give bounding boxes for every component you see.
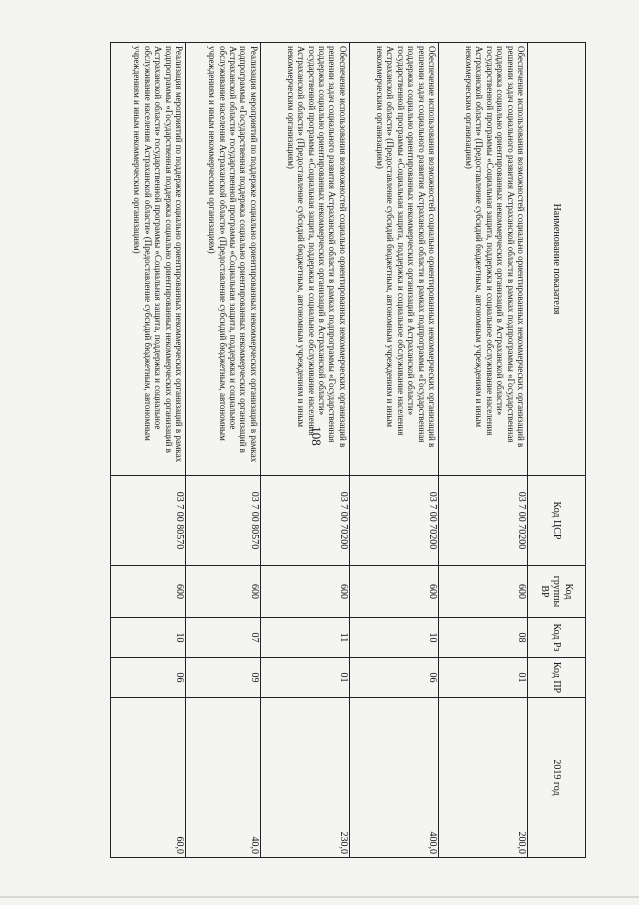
cell-amount: 40,0 <box>185 698 260 858</box>
cell-csr: 03 7 00 70200 <box>260 476 349 566</box>
cell-rz: 08 <box>438 618 527 658</box>
cell-csr: 03 7 00 80570 <box>111 476 186 566</box>
rotated-table-frame <box>110 42 586 857</box>
table-row <box>260 43 349 858</box>
cell-pr: 01 <box>438 658 527 698</box>
header-pr: Код ПР <box>528 658 586 698</box>
header-name: Наименование показателя <box>528 43 586 476</box>
cell-amount: 200,0 <box>438 698 527 858</box>
cell-name: Обеспечение использования возможностей социально ориентированных некоммерческих организаций в решении задач социального развития Астраханской области в рамках подпрограммы «Государственная поддержка социально ориентированных некоммерческих организаций в Астраханской области» государственной программы «Социальная защита, поддержка и социальное обслуживание населения Астраханской области» (Предоставление субсидий бюджетным, автономным учреждениям и иным некоммерческим организациям) <box>349 43 438 476</box>
cell-vr: 600 <box>438 566 527 618</box>
cell-pr: 06 <box>111 658 186 698</box>
table-row <box>349 43 438 858</box>
cell-pr: 01 <box>260 658 349 698</box>
cell-name: Реализация мероприятий по поддержке социально ориентированных некоммерческих организаций в рамках подпрограммы «Государственная поддержка социально ориентированных некоммерческих организаций в Астраханской области» государственной программы «Социальная защита, поддержка и социальное обслуживание населения Астраханской области» (Предоставление субсидий бюджетным, автономным учреждениям и иным некоммерческим организациям) <box>111 43 186 476</box>
page-number: 108 <box>309 426 324 446</box>
cell-csr: 03 7 00 70200 <box>349 476 438 566</box>
cell-vr: 600 <box>349 566 438 618</box>
cell-rz: 07 <box>185 618 260 658</box>
cell-amount: 230,0 <box>260 698 349 858</box>
header-rz: Код Рз <box>528 618 586 658</box>
scan-edge-divider <box>0 896 639 898</box>
cell-amount: 400,0 <box>349 698 438 858</box>
header-vr: Код группы ВР <box>528 566 586 618</box>
table-header-row <box>528 43 586 858</box>
table-row <box>111 43 186 858</box>
cell-name: Реализация мероприятий по поддержке социально ориентированных некоммерческих организаций в рамках подпрограммы «Государственная поддержка социально ориентированных некоммерческих организаций в Астраханской области» государственной программы «Социальная защита, поддержка и социальное обслуживание населения Астраханской области» (Предоставление субсидий бюджетным, автономным учреждениям и иным некоммерческим организациям) <box>185 43 260 476</box>
cell-csr: 03 7 00 80570 <box>185 476 260 566</box>
cell-csr: 03 7 00 70200 <box>438 476 527 566</box>
header-csr: Код ЦСР <box>528 476 586 566</box>
table-row <box>185 43 260 858</box>
cell-pr: 06 <box>349 658 438 698</box>
cell-pr: 09 <box>185 658 260 698</box>
cell-vr: 600 <box>260 566 349 618</box>
cell-vr: 600 <box>185 566 260 618</box>
cell-name: Обеспечение использования возможностей социально ориентированных некоммерческих организаций в решении задач социального развития Астраханской области в рамках подпрограммы «Государственная поддержка социально ориентированных некоммерческих организаций в Астраханской области» государственной программы «Социальная защита, поддержка и социальное обслуживание населения Астраханской области» (Предоставление субсидий бюджетным, автономным учреждениям и иным некоммерческим организациям) <box>438 43 527 476</box>
cell-name: Обеспечение использования возможностей социально ориентированных некоммерческих организаций в решении задач социального развития Астраханской области в рамках подпрограммы «Государственная поддержка социально ориентированных некоммерческих организаций в Астраханской области» государственной программы «Социальная защита, поддержка и социальное обслуживание населения Астраханской области» (Предоставление субсидий бюджетным, автономным учреждениям и иным некоммерческим организациям) <box>260 43 349 476</box>
header-year: 2019 год <box>528 698 586 858</box>
cell-amount: 60,0 <box>111 698 186 858</box>
cell-rz: 11 <box>260 618 349 658</box>
cell-vr: 600 <box>111 566 186 618</box>
budget-table <box>110 42 586 858</box>
cell-rz: 10 <box>349 618 438 658</box>
cell-rz: 10 <box>111 618 186 658</box>
table-row <box>438 43 527 858</box>
